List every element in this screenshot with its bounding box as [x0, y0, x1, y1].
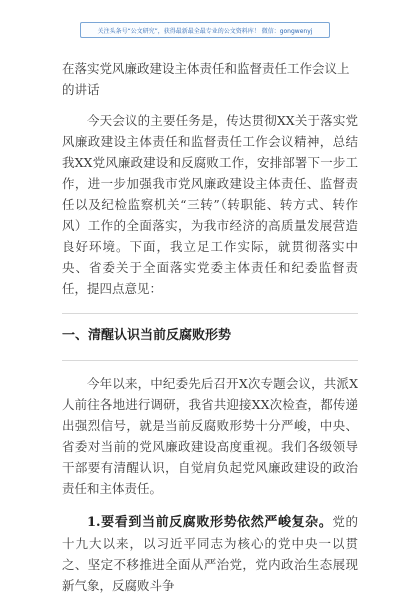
document-title: 在落实党风廉政建设主体责任和监督责任工作会议上的讲话	[62, 61, 350, 97]
divider	[62, 313, 358, 314]
subsection-heading: 1.要看到当前反腐败形势依然严峻复杂。	[87, 515, 333, 530]
section-paragraph: 今年以来，中纪委先后召开X次专题会议，共派X人前往各地进行调研，我省共迎接XX次检查，都传递出强烈信号，就是当前反腐败形势十分严峻，中央、省委对当前的党风廉政建设高度重视。我们各级领导干部要有清醒认识，自觉肩负起党风廉政建设的政治责任和主体责任。	[62, 376, 358, 496]
document-body	[62, 58, 358, 596]
intro-paragraph: 今天会议的主要任务是，传达贯彻XX关于落实党风廉政建设主体责任和监督责任工作会议精神，总结我XX党风廉政建设和反腐败工作，安排部署下一步工作，进一步加强我市党风廉政建设主体责任、监督责任以及纪检监察机关“三转”（转职能、转方式、转作风）工作的全面落实，为我市经济的高质量发展营造良好环境。下面，我立足工作实际，就贯彻落实中央、省委关于全面落实党委主体责任和纪委监督责任，提四点意见：	[62, 113, 358, 296]
top-banner	[80, 22, 330, 38]
subsection-text: 党的十九大以来，以习近平同志为核心的党中央一以贯之、坚定不移推进全面从严治党，党内政治生态展现新气象，反腐败斗争	[62, 514, 358, 593]
section-heading: 一、清醒认识当前反腐败形势	[62, 328, 232, 343]
divider	[62, 360, 358, 361]
banner-text: 关注头条号“公文研究”，获得最新最全最专业的公文资料库！ 微信：gongwenyj	[97, 27, 313, 35]
subsection-paragraph	[62, 511, 358, 596]
spacer	[62, 499, 358, 511]
